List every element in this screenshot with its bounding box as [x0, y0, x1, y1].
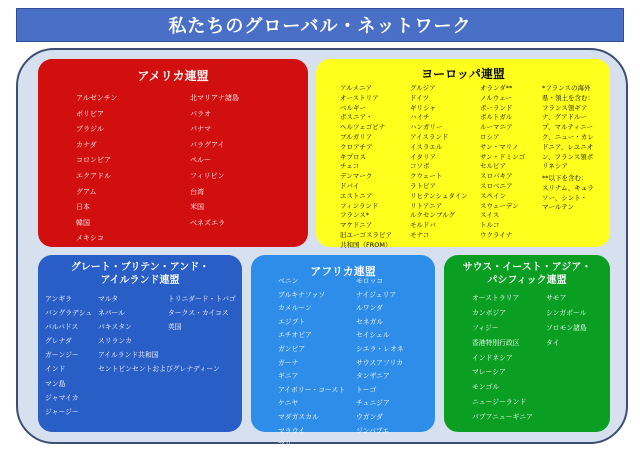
- country-name: ベニン: [278, 277, 299, 285]
- europe-note-overseas-france: [542, 84, 594, 172]
- country-name: ポルトガル: [480, 113, 513, 122]
- country-name: ガーナ: [278, 358, 299, 367]
- country-name: オランダ**: [480, 84, 513, 92]
- country-name: ジンバブエ: [356, 426, 389, 435]
- country-name: トルコ: [480, 221, 500, 230]
- country-name: マレーシア: [472, 368, 506, 377]
- country-name: ク、ニュー・カレ: [542, 132, 594, 141]
- country-name: ネパール: [98, 309, 125, 318]
- country-name: バルバドス: [45, 323, 79, 332]
- country-name: サモア: [546, 294, 567, 302]
- country-name: シエラ・レオネ: [356, 344, 404, 353]
- country-name: ハンガリー: [410, 123, 443, 132]
- page-title: 私たちのグローバル・ネットワーク: [168, 16, 472, 37]
- country-name: ソロモン諸島: [546, 323, 587, 332]
- europe-column-3: [480, 84, 525, 241]
- country-name: バングラデシュ: [45, 309, 93, 318]
- country-name: スロベニア: [480, 181, 513, 190]
- country-name: ベネズエラ: [190, 218, 225, 227]
- country-name: ヘルツェゴビナ: [340, 123, 386, 132]
- country-name: *フランスの海外: [542, 84, 591, 92]
- country-name: タンザニア: [356, 372, 390, 381]
- region-title-americas: アメリカ連盟: [137, 69, 209, 83]
- country-name: ボリビア: [76, 109, 104, 118]
- country-name: パラグアイ: [190, 140, 225, 149]
- country-name: スイス: [480, 211, 500, 220]
- country-name: カンボジア: [472, 308, 506, 317]
- country-name: クウェート: [410, 172, 443, 181]
- country-name: ジャージー: [45, 407, 79, 416]
- country-name: カメルーン: [278, 304, 312, 313]
- britain-column-3: [168, 292, 236, 334]
- country-name: アンギラ: [45, 295, 72, 303]
- country-name: マケドニア: [340, 221, 373, 230]
- americas-column-1: [76, 91, 117, 247]
- britain-column-1: [45, 292, 92, 419]
- country-name: オーストラリア: [472, 294, 520, 302]
- country-name: インド: [45, 365, 66, 374]
- country-name: マルタ: [98, 295, 119, 303]
- country-name: エストニア: [340, 191, 373, 200]
- country-name: スペイン: [480, 191, 506, 200]
- country-name: パプアニューギニア: [472, 413, 533, 422]
- country-name: オーストリア: [340, 93, 379, 102]
- sea-column-2: [546, 291, 587, 351]
- country-name: ルワンダ: [356, 304, 383, 313]
- country-name: フィジー: [472, 323, 499, 332]
- country-name: チェコ: [340, 162, 360, 171]
- sea-column-1: [472, 291, 533, 425]
- country-name: マールテン: [542, 203, 575, 212]
- country-name: セイシェル: [356, 331, 390, 340]
- country-name: 旧ユーゴスラビア: [340, 230, 392, 239]
- country-name: ガーンジー: [45, 351, 79, 360]
- country-name: マダガスカル: [278, 412, 319, 421]
- country-name: アルメニア: [340, 84, 373, 92]
- country-name: エジプト: [278, 317, 306, 326]
- country-name: コソボ: [410, 162, 430, 171]
- country-name: アイボリー・コースト: [278, 385, 346, 394]
- country-name: ギリシャ: [410, 103, 436, 112]
- country-name: トーゴ: [356, 385, 377, 394]
- country-name: ブラジル: [76, 125, 104, 134]
- region-americas: [38, 59, 308, 247]
- europe-note-netherlands: [542, 174, 594, 213]
- country-name: サン・ドミンゴ: [480, 152, 526, 161]
- country-name: ニュージーランド: [472, 398, 527, 407]
- country-name: パキスタン: [98, 323, 132, 332]
- europe-column-1: [340, 84, 392, 251]
- country-name: セントビンセントおよびグレナディーン: [98, 365, 220, 374]
- americas-column-2: [190, 91, 239, 231]
- country-name: 香港特別行政区: [472, 338, 520, 347]
- country-name: セネガル: [356, 317, 384, 326]
- country-name: ペルー: [190, 156, 211, 165]
- country-name: パラオ: [190, 109, 211, 118]
- country-name: モロッコ: [356, 277, 384, 285]
- country-name: マリ: [278, 440, 292, 449]
- region-title-africa: アフリカ連盟: [310, 265, 376, 278]
- country-name: モンゴル: [472, 383, 500, 392]
- country-name: アイルランド共和国: [98, 351, 159, 360]
- country-name: マラウイ: [278, 426, 305, 435]
- country-name: フランス*: [340, 211, 370, 220]
- country-name: ポーランド: [480, 103, 513, 112]
- country-name: トリニダード・トバゴ: [168, 295, 236, 303]
- country-name: ルーマニア: [480, 123, 513, 132]
- country-name: キプロス: [340, 152, 366, 161]
- country-name: アルゼンチン: [76, 94, 118, 102]
- country-name: ナ、グアドルー: [542, 113, 588, 122]
- country-name: グルジア: [410, 84, 436, 92]
- region-title-line-2: アイルランド連盟: [100, 275, 180, 286]
- country-name: ナイジェリア: [356, 290, 397, 299]
- country-name: メキシコ: [76, 234, 104, 243]
- country-name: 台湾: [190, 187, 204, 196]
- country-name: 英国: [168, 323, 182, 332]
- country-name: ソー、シント・: [542, 193, 588, 202]
- country-name: イスラエル: [410, 142, 443, 151]
- country-name: **以下を含む：: [542, 174, 588, 182]
- country-name: ノルウェー: [480, 93, 512, 102]
- country-name: スリナム、キュラ: [542, 183, 594, 192]
- country-name: 共和国（FROM）: [340, 240, 392, 249]
- country-name: コロンビア: [76, 156, 111, 165]
- country-name: チュニジア: [356, 399, 390, 408]
- country-name: インドネシア: [472, 353, 513, 362]
- country-name: 日本: [76, 203, 90, 212]
- region-title-south-east-asia-pacific: [444, 261, 610, 287]
- region-africa: [251, 255, 435, 462]
- country-name: リトアニア: [410, 201, 442, 210]
- country-name: ラトビア: [410, 181, 436, 190]
- country-name: サウスアフリカ: [356, 358, 404, 367]
- country-name: ガンビア: [278, 344, 306, 353]
- region-title-line-1: サウス・イースト・アジア・: [462, 262, 592, 273]
- country-name: ボスニア・: [340, 113, 373, 122]
- country-name: ドイツ: [410, 93, 430, 102]
- country-name: モーリシャス: [278, 453, 319, 462]
- country-name: 県・領土を含む：: [542, 93, 594, 102]
- country-name: ドニア、レユニオ: [542, 142, 594, 151]
- country-name: グレナダ: [45, 337, 72, 346]
- europe-column-2: [410, 84, 468, 241]
- country-name: ケニヤ: [278, 399, 299, 408]
- country-name: ジャマイカ: [45, 393, 79, 402]
- country-name: リヒテンシュタイン: [410, 191, 468, 200]
- region-title-line-1: グレート・ブリテン・アンド・: [70, 262, 210, 273]
- country-name: ロシア: [480, 132, 500, 141]
- region-title-europe: ヨーロッパ連盟: [421, 67, 505, 81]
- country-name: エチオピア: [278, 331, 312, 340]
- country-name: ウクライナ: [480, 230, 513, 239]
- africa-column-2: [356, 275, 404, 438]
- country-name: デンマーク: [340, 172, 373, 181]
- country-name: フィンランド: [340, 201, 379, 210]
- country-name: イタリア: [410, 152, 436, 161]
- country-name: 米国: [190, 203, 204, 212]
- country-name: スロバキア: [480, 172, 513, 181]
- country-name: スリランカ: [98, 337, 132, 346]
- country-name: クロアチア: [340, 142, 373, 151]
- country-name: カナダ: [76, 140, 97, 149]
- country-name: プ、マルティニー: [542, 123, 593, 132]
- country-name: ブルガリア: [340, 132, 373, 141]
- region-europe: [316, 59, 610, 247]
- region-south-east-asia-pacific: [444, 255, 610, 432]
- africa-column-1: [278, 275, 345, 465]
- country-name: ドバイ: [340, 181, 360, 190]
- country-name: ベルギー: [340, 103, 366, 112]
- country-name: エクアドル: [76, 171, 111, 180]
- country-name: パナマ: [190, 125, 211, 134]
- country-name: タイ: [546, 338, 560, 347]
- country-name: スウェーデン: [480, 201, 519, 210]
- country-name: リネシア: [542, 162, 568, 171]
- country-name: マン島: [45, 379, 66, 388]
- country-name: フィリピン: [190, 171, 225, 180]
- country-name: 北マリアナ諸島: [190, 94, 239, 102]
- country-name: ギニア: [278, 372, 299, 381]
- country-name: セルビア: [480, 162, 506, 171]
- country-name: モナコ: [410, 230, 430, 239]
- region-britain-ireland: [38, 255, 242, 432]
- country-name: ルクセンブルグ: [410, 211, 455, 220]
- country-name: ン、フランス領ポ: [542, 152, 594, 161]
- country-name: フランス領ギア: [542, 103, 588, 112]
- country-name: グアム: [76, 187, 97, 196]
- country-name: 韓国: [76, 218, 90, 227]
- country-name: シンガポール: [546, 308, 587, 317]
- country-name: タークス・カイコス: [168, 309, 229, 318]
- page-title-banner: [16, 8, 624, 42]
- region-title-line-2: パシフィック連盟: [487, 275, 567, 286]
- country-name: アイスランド: [410, 132, 449, 141]
- country-name: モルドバ: [410, 221, 436, 230]
- country-name: ハイチ: [410, 113, 430, 122]
- country-name: サン・マリノ: [480, 142, 519, 151]
- region-title-britain-ireland: [38, 261, 242, 287]
- country-name: ウガンダ: [356, 412, 383, 421]
- country-name: ブルキナファソ: [278, 290, 326, 299]
